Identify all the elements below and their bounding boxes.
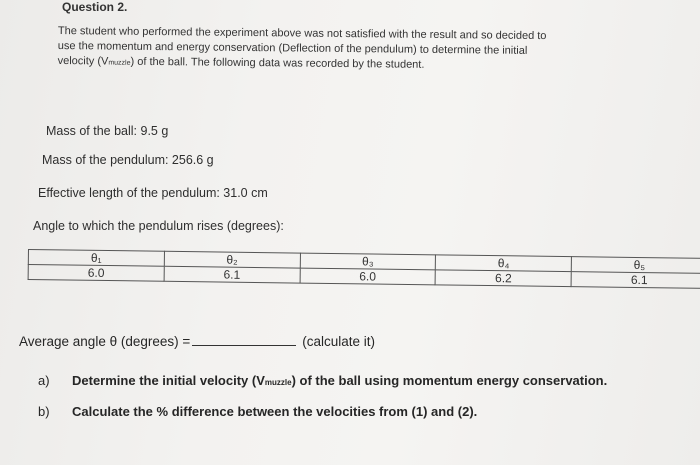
average-angle-line <box>19 333 375 349</box>
table-cell: 6.2 <box>435 270 571 287</box>
calculate-note: (calculate it) <box>302 334 376 349</box>
muzzle-subscript: muzzle <box>108 59 131 67</box>
muzzle-subscript: muzzle <box>264 378 292 387</box>
answer-blank[interactable] <box>192 333 296 346</box>
mass-of-pendulum: Mass of the pendulum: 256.6 g <box>42 153 214 167</box>
task-b <box>38 404 477 419</box>
mass-of-ball: Mass of the ball: 9.5 g <box>46 124 169 138</box>
table-header-cell: θ₁ <box>28 250 164 267</box>
angle-table <box>28 249 700 289</box>
angle-heading: Angle to which the pendulum rises (degrees): <box>33 219 284 233</box>
task-b-label: b) <box>38 404 50 419</box>
table-cell: 6.1 <box>571 272 700 289</box>
task-b-text: Calculate the % difference between the velocities from (1) and (2). <box>72 404 478 419</box>
table-header-cell: θ₅ <box>571 257 700 274</box>
table-header-cell: θ₄ <box>436 255 572 272</box>
average-angle-label: Average angle θ (degrees) = <box>19 334 191 349</box>
task-a-label: a) <box>38 373 50 388</box>
table-cell: 6.1 <box>164 266 300 283</box>
paragraph-line-2: use the momentum and energy conservation (Deflection of the pendulum) to determine the initial <box>57 39 528 57</box>
task-a-text-start: Determine the initial velocity (V <box>72 373 265 388</box>
task-a <box>38 373 607 388</box>
table-cell: 6.0 <box>300 268 436 285</box>
effective-length: Effective length of the pendulum: 31.0 cm <box>38 186 268 200</box>
task-a-text-end: ) of the ball using momentum energy conservation. <box>291 373 608 388</box>
paragraph-line-1: The student who performed the experiment above was not satisfied with the result and so decided to <box>57 24 547 43</box>
paragraph-line-3-end: ) of the ball. The following data was recorded by the student. <box>130 55 425 71</box>
question-title: Question 2. <box>62 0 128 14</box>
table-header-cell: θ₃ <box>300 253 436 270</box>
question-paragraph <box>58 24 547 75</box>
table-header-cell: θ₂ <box>164 251 300 268</box>
paragraph-line-3-start: velocity (V <box>57 54 109 68</box>
table-cell: 6.0 <box>28 265 164 282</box>
